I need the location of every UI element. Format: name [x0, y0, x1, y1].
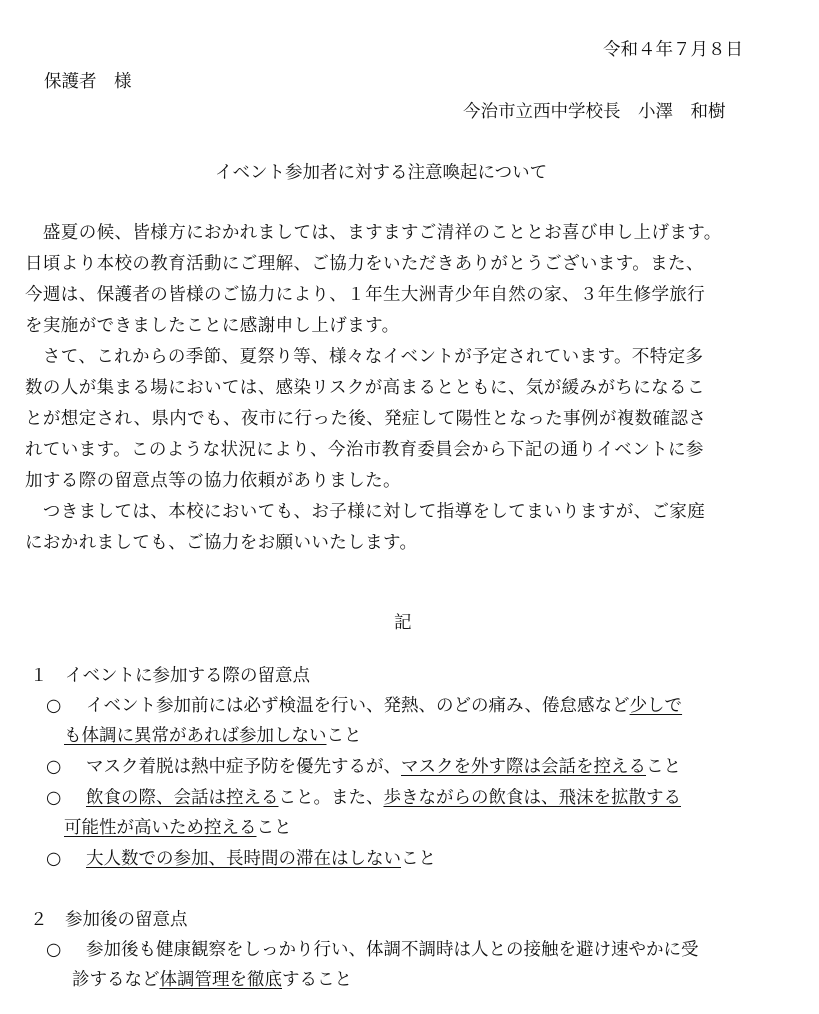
section1-item2 — [46, 753, 681, 778]
body-line: 盛夏の候、皆様方におかれましては、ますますご清祥のこととお喜び申し上げます。 — [25, 223, 722, 243]
item-text-underlined: 少しで — [629, 696, 683, 716]
item-text-underlined: 歩きながらの飲食は、飛沫を拡散する — [383, 788, 681, 808]
section1-item1-cont — [64, 722, 362, 747]
letter-title: イベント参加者に対する注意喚起について — [215, 163, 548, 183]
body-line: つきましては、本校においても、お子様に対して指導をしてまいりますが、ご家庭 — [25, 502, 706, 522]
bullet-circle: ○ — [46, 788, 62, 808]
section1-heading: １ イベントに参加する際の留意点 — [30, 666, 310, 686]
item-text: すること — [282, 970, 352, 990]
body-line: れています。このような状況により、今治市教育委員会から下記の通りイベントに参 — [25, 440, 704, 460]
section1-item1 — [46, 692, 682, 717]
section1-item3-cont — [64, 814, 292, 839]
ki-marker: 記 — [394, 613, 412, 633]
item-text: こと — [326, 726, 362, 746]
section1-item3 — [46, 784, 681, 809]
letter-body — [25, 218, 815, 559]
item-text-underlined: 飲食の際、会話は控える — [86, 788, 279, 808]
body-line: 今週は、保護者の皆様のご協力により、１年生大洲青少年自然の家、３年生修学旅行 — [25, 285, 706, 305]
addressee: 保護者 様 — [44, 72, 132, 92]
bullet-circle: ○ — [46, 696, 62, 716]
letter-date: 令和４年７月８日 — [603, 40, 743, 60]
item-text-underlined: 可能性が高いため控える — [64, 818, 257, 838]
item-text-underlined: マスクを外す際は会話を控える — [401, 757, 646, 777]
item-text-underlined: も体調に異常があれば参加しない — [64, 726, 327, 746]
body-line: 加する際の留意点等の協力依頼がありました。 — [25, 471, 401, 491]
sender: 今治市立西中学校長 小澤 和樹 — [463, 102, 726, 122]
bullet-circle: ○ — [46, 849, 62, 869]
section2-item1-cont — [72, 966, 352, 991]
body-line: とが想定され、県内でも、夜市に行った後、発症して陽性となった事例が複数確認さ — [25, 409, 707, 429]
item-text: こと。また、 — [278, 788, 384, 808]
item-text: 参加後も健康観察をしっかり行い、体調不調時は人との接触を避け速やかに受 — [86, 940, 699, 960]
section2-item1 — [46, 936, 699, 961]
body-line: におかれましても、ご協力をお願いいたします。 — [25, 533, 418, 553]
bullet-circle: ○ — [46, 757, 62, 777]
item-text-underlined: 体調管理を徹底 — [159, 970, 282, 990]
item-text: マスク着脱は熱中症予防を優先するが、 — [86, 757, 401, 777]
body-line: を実施ができましたことに感謝申し上げます。 — [25, 316, 400, 336]
item-text: こと — [401, 849, 436, 869]
item-text: こと — [256, 818, 292, 838]
body-line: 数の人が集まる場においては、感染リスクが高まるとともに、気が緩みがちになるこ — [25, 378, 705, 398]
item-text-underlined: 大人数での参加、長時間の滞在はしない — [86, 849, 401, 869]
item-text: 診するなど — [72, 970, 160, 990]
body-line: さて、これからの季節、夏祭り等、様々なイベントが予定されています。不特定多 — [25, 347, 704, 367]
item-text: イベント参加前には必ず検温を行い、発熱、のどの痛み、倦怠感など — [86, 696, 630, 716]
section2-heading: ２ 参加後の留意点 — [30, 910, 188, 930]
bullet-circle: ○ — [46, 940, 62, 960]
body-line: 日頃より本校の教育活動にご理解、ご協力をいただきありがとうございます。また、 — [25, 254, 704, 274]
section1-item4 — [46, 845, 436, 870]
item-text: こと — [646, 757, 681, 777]
